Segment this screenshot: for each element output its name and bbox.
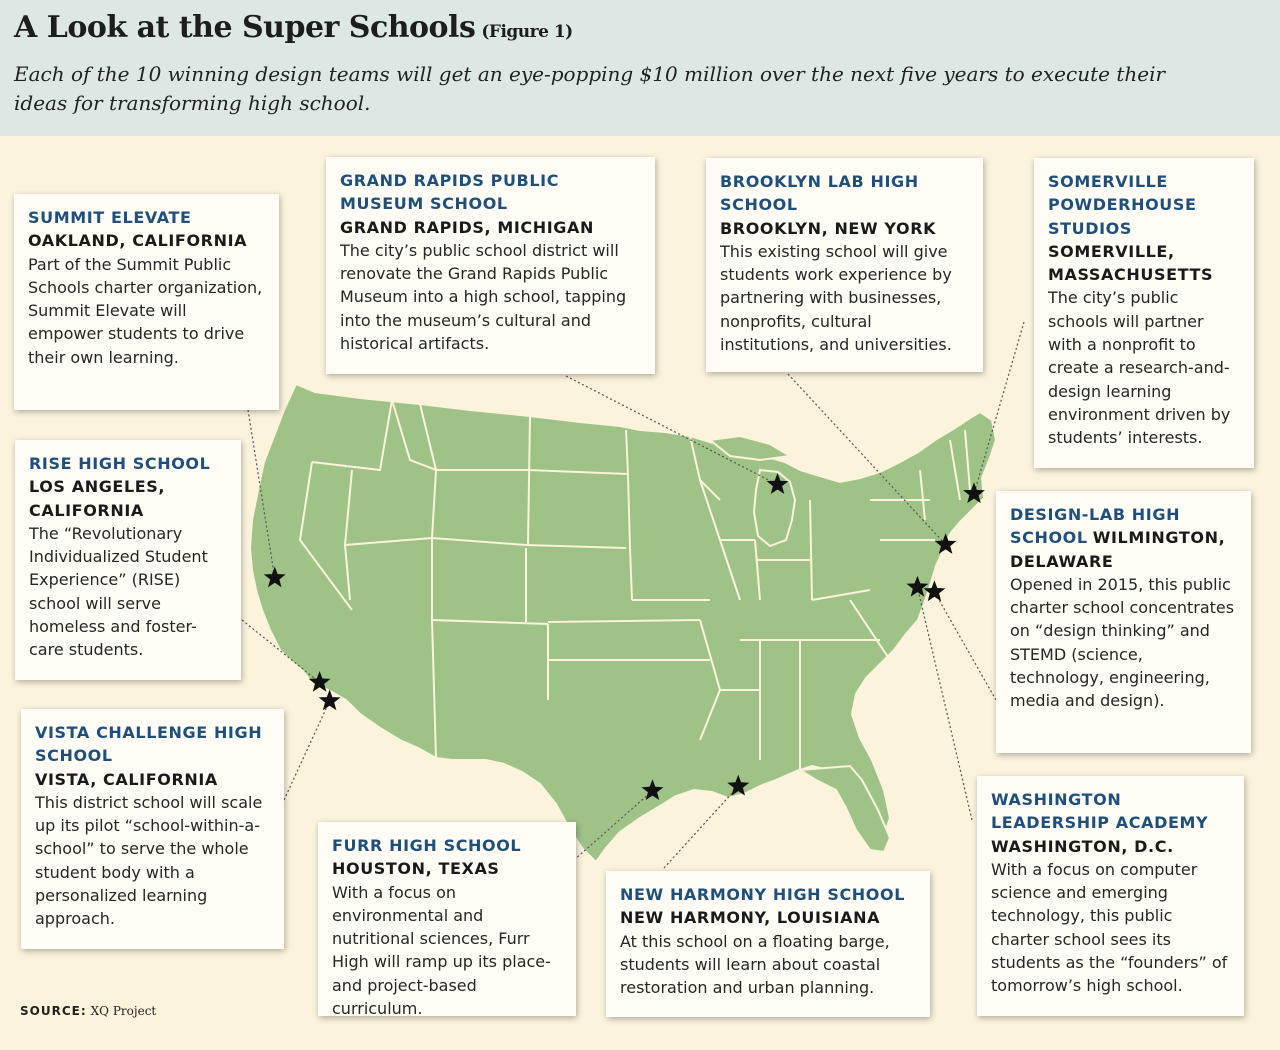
school-description: This district school will scale up its pilot “school-within-a-school” to serve the whole student body with a personalized learning approach.	[35, 792, 263, 929]
leader-line-vista	[284, 701, 330, 800]
school-name: WASHINGTON LEADERSHIP ACADEMY	[991, 790, 1209, 833]
callout-new-harmony	[606, 871, 930, 1017]
school-description: With a focus on environmental and nutritional sciences, Furr High will ramp up its place- and project-based curriculum.	[332, 882, 551, 1019]
school-location: GRAND RAPIDS, MICHIGAN	[340, 217, 594, 237]
us-landmass	[250, 384, 996, 862]
leader-line-design-lab	[934, 592, 996, 700]
header	[0, 0, 1280, 136]
callout-grand-rapids	[326, 157, 655, 374]
callout-design-lab	[996, 491, 1251, 753]
callout-summit-elevate	[14, 194, 279, 410]
us-states	[250, 384, 996, 862]
school-location: OAKLAND, CALIFORNIA	[28, 231, 248, 251]
school-name: VISTA CHALLENGE HIGH SCHOOL	[35, 723, 263, 766]
callout-washington-leadership	[977, 776, 1244, 1016]
callout-rise-high-school	[15, 440, 241, 680]
source-value: XQ Project	[90, 1004, 157, 1018]
school-name: RISE HIGH SCHOOL	[29, 454, 211, 473]
school-name: GRAND RAPIDS PUBLIC MUSEUM SCHOOL	[340, 171, 560, 214]
callout-vista-challenge	[21, 709, 284, 949]
school-description: At this school on a floating barge, students will learn about coastal restoration and urban planning.	[620, 931, 890, 998]
school-name: NEW HARMONY HIGH SCHOOL	[620, 885, 905, 904]
school-description: With a focus on computer science and emerging technology, this public charter school sees its students as the “founders” of tomorrow’s high school.	[991, 859, 1228, 996]
school-description: The “Revolutionary Individualized Student Experience” (RISE) school will serve homeless and foster-care students.	[29, 523, 208, 660]
callout-somerville-powderhouse	[1034, 158, 1254, 468]
school-location: BROOKLYN, NEW YORK	[720, 218, 937, 238]
school-name: SOMERVILLE POWDERHOUSE STUDIOS	[1048, 172, 1197, 238]
school-description: The city’s public school district will renovate the Grand Rapids Public Museum into a high school, tapping into the museum’s cultural and historical artifacts.	[340, 240, 627, 354]
callout-brooklyn-lab	[706, 158, 983, 372]
school-description: This existing school will give students work experience by partnering with businesses, nonprofits, cultural institutions, and universities.	[720, 241, 952, 355]
source-note	[20, 1004, 156, 1018]
school-location: VISTA, CALIFORNIA	[35, 769, 218, 789]
figure-subtitle: Each of the 10 winning design teams will get an eye-popping $10 million over the next five years to execute their ideas for transforming high school.	[14, 62, 1166, 115]
source-label: SOURCE:	[20, 1004, 87, 1018]
figure-title: A Look at the Super Schools (Figure 1)	[14, 10, 573, 45]
school-location: HOUSTON, TEXAS	[332, 859, 500, 879]
school-location: NEW HARMONY, LOUISIANA	[620, 908, 881, 928]
school-location: SOMERVILLE, MASSACHUSETTS	[1048, 241, 1214, 285]
school-description: Part of the Summit Public Schools charter organization, Summit Elevate will empower students to drive their own learning.	[28, 254, 263, 367]
school-name: FURR HIGH SCHOOL	[332, 836, 522, 855]
school-location: LOS ANGELES, CALIFORNIA	[29, 477, 166, 520]
callout-furr-high-school	[318, 822, 576, 1019]
school-name: DESIGN-LAB HIGH SCHOOL	[1010, 505, 1181, 548]
figure-label: (Figure 1)	[481, 22, 573, 42]
school-description: Opened in 2015, this public charter school concentrates on “design thinking” and STEMD (science, technology, engineering, media and design).	[1010, 574, 1235, 711]
school-name: BROOKLYN LAB HIGH SCHOOL	[720, 172, 919, 215]
school-name: SUMMIT ELEVATE	[28, 208, 192, 227]
school-location: WILMINGTON, DELAWARE	[1010, 528, 1226, 571]
school-description: The city’s public schools will partner with a nonprofit to create a research-and-design learning environment driven by students’ interests.	[1048, 288, 1231, 448]
school-location: WASHINGTON, D.C.	[991, 836, 1174, 856]
leader-line-washington	[917, 587, 972, 820]
